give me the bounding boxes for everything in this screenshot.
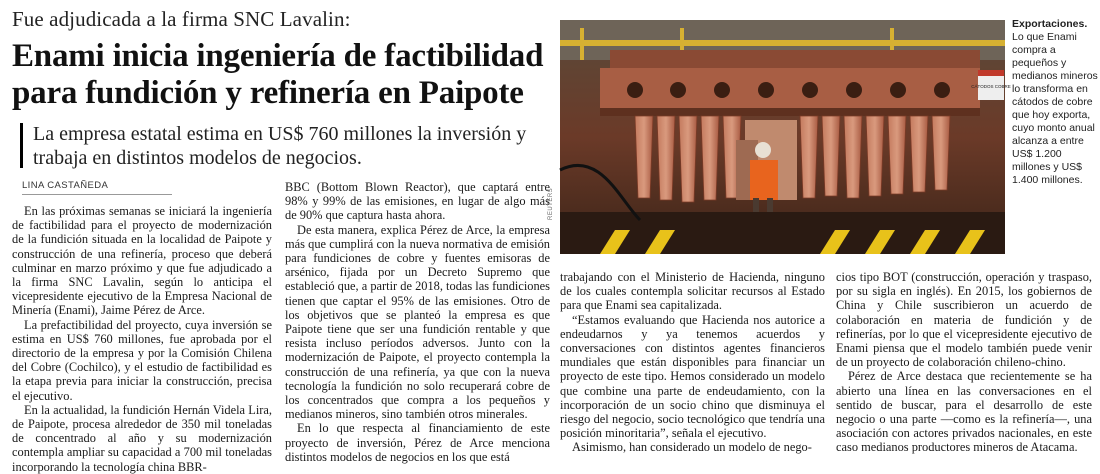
caption-title: Exportaciones. [1012, 18, 1088, 30]
column-2 [285, 180, 550, 464]
column-4 [836, 270, 1092, 455]
paragraph: Asimismo, han considerado un modelo de nego- [572, 440, 812, 455]
refinery-sign: CÁTODOS COBRE [971, 84, 1011, 89]
column-1 [12, 204, 272, 474]
paragraph: En las próximas semanas se iniciará la ingeniería de factibilidad para el proyecto de modernización de la fundición situada en la localidad de Paipote y construcción de una refinería, proceso que deberá culminar en marzo próximo y que fue adjudicado a la firma SNC Lavalin, según lo anticipa el vicepresidente ejecutivo de la Empresa Nacional de Minería (Enami), Jaime Pérez de Arce. [12, 204, 272, 318]
paragraph: trabajando con el Ministerio de Hacienda, ninguno de los cuales contempla solicitar recursos al Estado para que Enami sea capitalizada. [560, 270, 825, 313]
photo-credit: REUTERS [548, 187, 554, 220]
paragraph: En la actualidad, la fundición Hernán Videla Lira, de Paipote, procesa alrededor de 350 mil toneladas de concentrado al año y su modernización contempla ampliar su capacidad a 700 mil toneladas incorporando la tecnología china BBR- [12, 402, 272, 474]
paragraph: Pérez de Arce destaca que recientemente se ha abierto una línea en las conversaciones en el sentido de buscar, para el desarrollo de este negocio o una parte —como es la refinería—, una asociación con actores privados nacionales, en este caso medianos productores mineros de Atacama. [836, 369, 1092, 455]
byline-rule [22, 194, 172, 195]
column-3 [560, 270, 825, 455]
paragraph: De esta manera, explica Pérez de Arce, la empresa más que cumplirá con la nueva normativa de emisión para fundiciones de cobre y fuentes emisoras de arsénico, fijada por un Decreto Supremo que estableció que, a partir de 2018, todas las fundiciones tienen que captar el 95% de las emisiones. Otro de los objetivos que se planteó la empresa es que Paipote tiene que ser una fundición rentable y que resista incluso períodos adversos. Junto con la modernización de Paipote, el proyecto contempla la construcción de una refinería, ya que con la nueva tecnología la fundición no solo recuperará cobre de los concentrados que compra a los pequeños y medianos mineros, sino también otros minerales. [285, 222, 550, 422]
photo-caption [1012, 18, 1098, 187]
headline: Enami inicia ingeniería de factibilidad para fundición y refinería en Paipote [12, 38, 544, 111]
copper-refinery-photo [560, 20, 1011, 254]
deck-bar [20, 123, 23, 168]
paragraph: BBC (Bottom Blown Reactor), que captará entre 98% y 99% de las emisiones, en lugar de algo más de 90% que captura hasta ahora. [285, 180, 550, 223]
paragraph: En lo que respecta al financiamiento de este proyecto de inversión, Pérez de Arce menciona distintos modelos de negocios en los que está [285, 421, 550, 464]
paragraph: La prefactibilidad del proyecto, cuya inversión se estima en US$ 760 millones, fue aprobada por el directorio de la empresa y por la Comisión Chilena del Cobre (Cochilco), y el estudio de factibilidad es la etapa previa para iniciar la construcción, precisa el ejecutivo. [12, 317, 272, 403]
kicker: Fue adjudicada a la firma SNC Lavalin: [12, 7, 351, 31]
caption-text: Lo que Enami compra a pequeños y medianos mineros lo transforma en cátodos de cobre que hoy exporta, cuyo monto anual alcanza a entre US$ 1.200 millones y US$ 1.400 millones. [1012, 31, 1098, 186]
paragraph: “Estamos evaluando que Hacienda nos autorice a endeudarnos y ya tenemos acuerdos y conversaciones con distintos agentes financieros mundiales que están disponibles para financiar un proyecto de este tipo. Hemos considerado un modelo que combine una parte de endeudamiento, con la incorporación de un socio chino que disminuya el riesgo del negocio, socio tecnológico que tendría una posición minoritaria”, señala el ejecutivo. [560, 312, 825, 441]
deck: La empresa estatal estima en US$ 760 millones la inversión y trabaja en distintos modelos de negocios. [33, 123, 527, 169]
byline: LINA CASTAÑEDA [22, 180, 109, 191]
paragraph: cios tipo BOT (construcción, operación y traspaso, por su sigla en inglés). En 2015, los gobiernos de China y Chile suscribieron un acuerdo de colaboración en materia de fundición y de refinerías, por lo que el vicepresidente ejecutivo de Enami piensa que el modelo también puede venir de un proyecto de colaboración chileno-chino. [836, 270, 1092, 370]
